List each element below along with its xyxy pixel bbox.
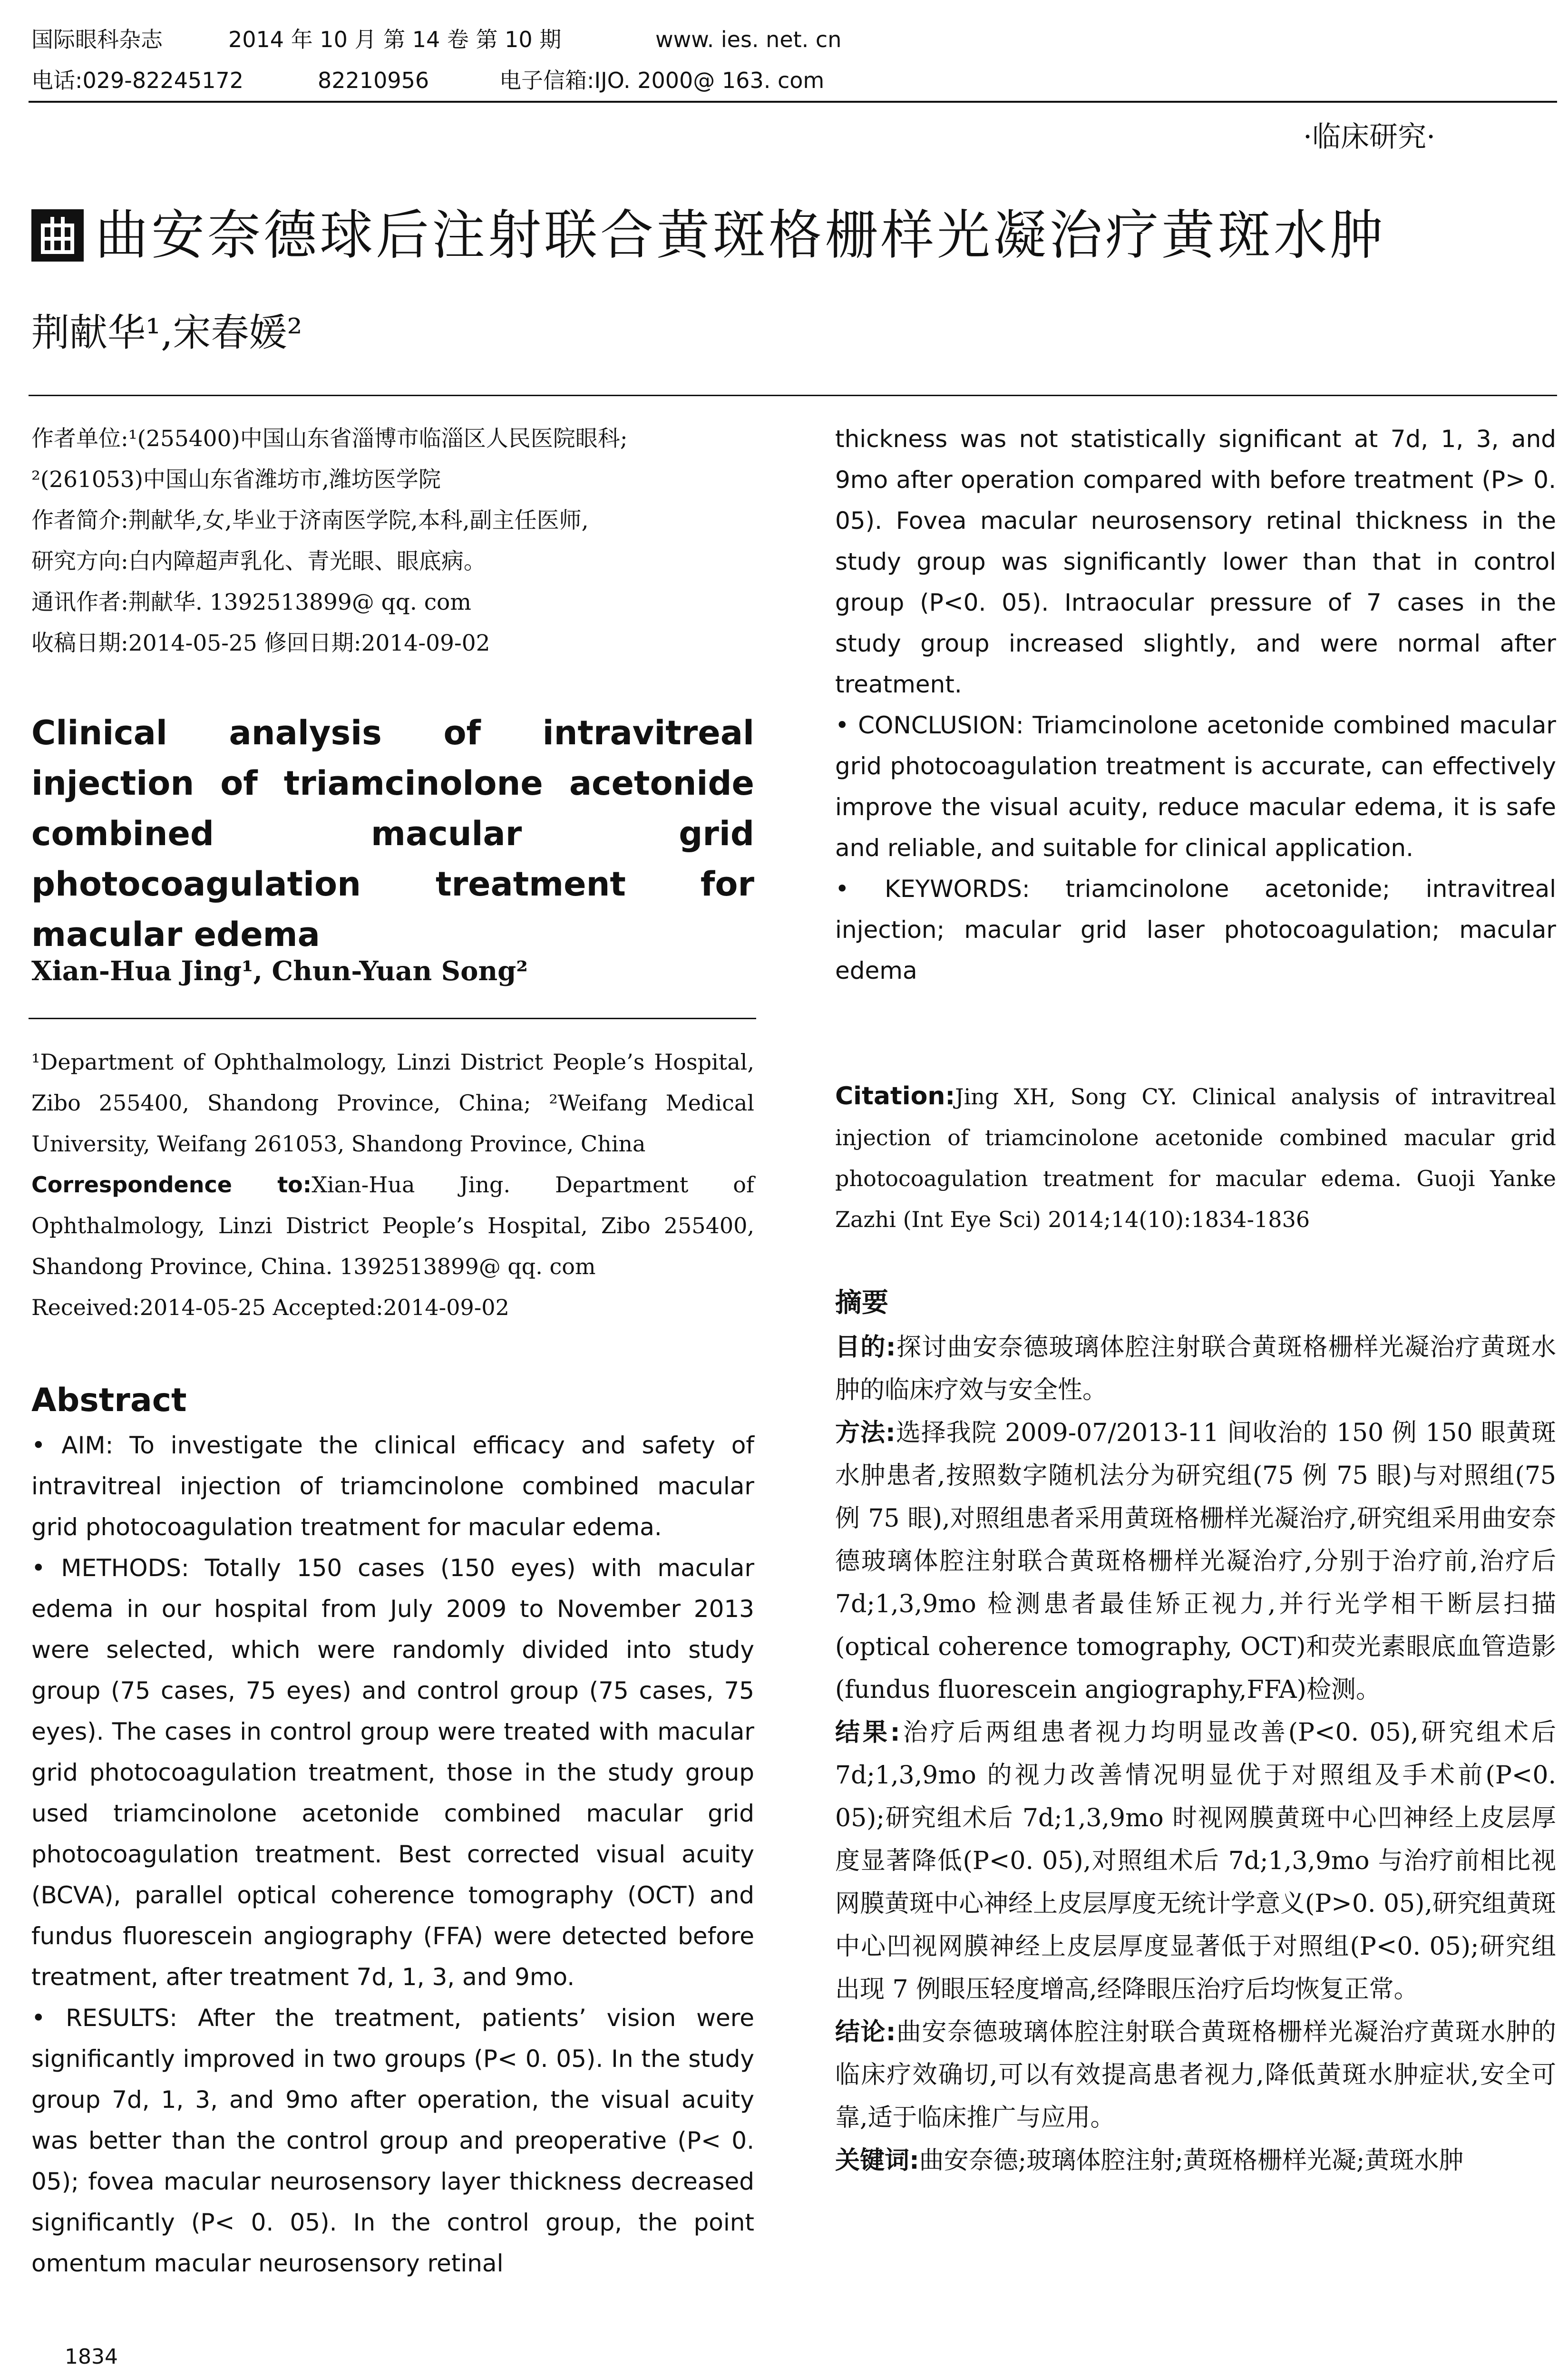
abstract-methods: • METHODS: Totally 150 cases (150 eyes) with macular edema in our hospital from July 2009 to November 2013 were selected, which were randomly divided into study group (75 cases, 75 eyes) and control group (75 cases, 75 eyes). The cases in control group were treated with macular grid photocoagulation treatment, those in the study group used triamcinolone acetonide combined macular grid photocoagulation treatment. Best corrected visual acuity (BCVA), parallel optical coherence tomography (OCT) and fundus fluorescein angiography (FFA) were detected before treatment, after treatment 7d, 1, 3, and 9mo. bbox=[31, 1554, 754, 1991]
abstract-cn-label: 结论: bbox=[835, 2018, 896, 2046]
abstract-conclusion: • CONCLUSION: Triamcinolone acetonide combined macular grid photocoagulation treatment is accurate, can effectively improve the visual acuity, reduce macular edema, it is safe and reliable, and suitable for clinical application. bbox=[835, 711, 1556, 862]
journal-name: 国际眼科杂志 bbox=[31, 27, 163, 52]
correspondence bbox=[31, 1164, 754, 1287]
abstract-heading: Abstract bbox=[31, 1382, 187, 1419]
abstract-cn-methods bbox=[835, 1412, 1556, 1711]
affiliation-cn-line: 收稿日期:2014-05-25 修回日期:2014-09-02 bbox=[31, 630, 490, 656]
affiliation-cn-line: 通讯作者:荆献华. 1392513899@ qq. com bbox=[31, 589, 471, 615]
abstract-cn-keywords bbox=[835, 2139, 1556, 2182]
abstract-results-cont: thickness was not statistically significant at 7d, 1, 3, and 9mo after operation compared with before treatment (P> 0. 05). Fovea macular neurosensory retinal thickness in the study group was significantly lower than that in control group (P<0. 05). Intraocular pressure of 7 cases in the study group increased slightly, and were normal after treatment. bbox=[835, 425, 1556, 698]
journal-phone-2: 82210956 bbox=[318, 68, 429, 93]
affiliation-en: ¹Department of Ophthalmology, Linzi District People’s Hospital, Zibo 255400, Shandong Province, China; ²Weifang Medical University, Weifang 261053, Shandong Province, China bbox=[31, 1049, 754, 1157]
journal-website: www. ies. net. cn bbox=[655, 27, 842, 52]
affiliation-cn bbox=[31, 419, 754, 664]
title-rule bbox=[29, 395, 1557, 396]
abstract-cn-label: 方法: bbox=[835, 1419, 896, 1447]
correspondence-text: Xian-Hua Jing. Department of Ophthalmology, Linzi District People’s Hospital, Zibo 255400, Shandong Province, China. 1392513899@ qq. com bbox=[31, 1172, 754, 1279]
abstract-cn-label: 关键词: bbox=[835, 2146, 919, 2175]
abstract-cn-label: 结果: bbox=[835, 1718, 900, 1747]
title-cn: 曲安奈德球后注射联合黄斑格栅样光凝治疗黄斑水肿 bbox=[95, 205, 1386, 266]
abstract-cn-aim bbox=[835, 1326, 1556, 1412]
title-en: Clinical analysis of intravitreal injection of triamcinolone acetonide combined macular grid photocoagulation treatment for macular edema bbox=[31, 713, 754, 954]
issue-info: 2014 年 10 月 第 14 卷 第 10 期 bbox=[228, 27, 562, 52]
author-rule bbox=[29, 1018, 756, 1019]
abstract-cn-conclusion bbox=[835, 2011, 1556, 2139]
citation bbox=[835, 1076, 1556, 1240]
abstract-cn bbox=[835, 1326, 1556, 2182]
received-dates: Received:2014-05-25 Accepted:2014-09-02 bbox=[31, 1295, 509, 1320]
section-label: ·临床研究· bbox=[1303, 120, 1436, 154]
page-number: 1834 bbox=[65, 2345, 118, 2369]
citation-label: Citation: bbox=[835, 1082, 955, 1111]
authors-cn: 荆献华¹,宋春媛² bbox=[31, 311, 302, 355]
journal-email: 电子信箱:IJO. 2000@ 163. com bbox=[499, 68, 825, 93]
abstract-cn-text: 探讨曲安奈德玻璃体腔注射联合黄斑格栅样光凝治疗黄斑水肿的临床疗效与安全性。 bbox=[835, 1333, 1556, 1404]
journal-logo-icon bbox=[31, 209, 84, 262]
affiliation-cn-line: 作者简介:荆献华,女,毕业于济南医学院,本科,副主任医师, bbox=[31, 507, 589, 534]
abstract-results: • RESULTS: After the treatment, patients’ vision were significantly improved in two groups (P< 0. 05). In the study group 7d, 1, 3, and 9mo after operation, the visual acuity was better than the control group and preoperative (P< 0. 05); fovea macular neurosensory layer thickness decreased significantly (P< 0. 05). In the control group, the point omentum macular neurosensory retinal bbox=[31, 2004, 754, 2277]
abstract-cn-text: 曲安奈德玻璃体腔注射联合黄斑格栅样光凝治疗黄斑水肿的临床疗效确切,可以有效提高患者视力,降低黄斑水肿症状,安全可靠,适于临床推广与应用。 bbox=[835, 2018, 1556, 2132]
affiliation-cn-line: ²(261053)中国山东省潍坊市,潍坊医学院 bbox=[31, 467, 441, 493]
affiliation-cn-line: 作者单位:¹(255400)中国山东省淄博市临淄区人民医院眼科; bbox=[31, 426, 628, 452]
abstract-aim: • AIM: To investigate the clinical efficacy and safety of intravitreal injection of triamcinolone combined macular grid photocoagulation treatment for macular edema. bbox=[31, 1432, 754, 1541]
abstract-left bbox=[31, 1425, 754, 2284]
affiliation-cn-line: 研究方向:白内障超声乳化、青光眼、眼底病。 bbox=[31, 548, 486, 575]
authors-en: Xian-Hua Jing¹, Chun-Yuan Song² bbox=[31, 955, 528, 987]
abstract-cn-text: 选择我院 2009-07/2013-11 间收治的 150 例 150 眼黄斑水肿患者,按照数字随机法分为研究组(75 例 75 眼)与对照组(75 例 75 眼),对照组患者采用黄斑格栅样光凝治疗,研究组采用曲安奈德玻璃体腔注射联合黄斑格栅样光凝治疗,分别于治疗前,治疗后 7d;1,3,9mo 检测患者最佳矫正视力,并行光学相干断层扫描(optical coherence tomography, OCT)和荧光素眼底血管造影(fundus fluorescein angiography,FFA)检测。 bbox=[835, 1419, 1556, 1704]
abstract-cn-text: 曲安奈德;玻璃体腔注射;黄斑格栅样光凝;黄斑水肿 bbox=[919, 2146, 1464, 2175]
abstract-cn-label: 目的: bbox=[835, 1333, 896, 1362]
abstract-cn-results bbox=[835, 1711, 1556, 2011]
affiliation-en-block bbox=[31, 1042, 754, 1328]
citation-text: Jing XH, Song CY. Clinical analysis of intravitreal injection of triamcinolone acetonide combined macular grid photocoagulation treatment for macular edema. Guoji Yanke Zazhi (Int Eye Sci) 2014;14(10):1834-1836 bbox=[835, 1084, 1556, 1232]
header-rule bbox=[29, 101, 1557, 103]
correspondence-label: Correspondence to: bbox=[31, 1172, 312, 1198]
abstract-cn-heading: 摘要 bbox=[835, 1287, 888, 1318]
abstract-right bbox=[835, 419, 1556, 991]
abstract-cn-text: 治疗后两组患者视力均明显改善(P<0. 05),研究组术后 7d;1,3,9mo 的视力改善情况明显优于对照组及手术前(P<0. 05);研究组术后 7d;1,3,9mo 时视网膜黄斑中心凹神经上皮层厚度显著降低(P<0. 05),对照组术后 7d;1,3,9mo 与治疗前相比视网膜黄斑中心神经上皮层厚度无统计学意义(P>0. 05),研究组黄斑中心凹视网膜神经上皮层厚度显著低于对照组(P<0. 05);研究组出现 7 例眼压轻度增高,经降眼压治疗后均恢复正常。 bbox=[835, 1718, 1556, 2004]
journal-phone: 电话:029-82245172 bbox=[31, 68, 244, 93]
abstract-keywords: • KEYWORDS: triamcinolone acetonide; intravitreal injection; macular grid laser photocoagulation; macular edema bbox=[835, 875, 1556, 984]
